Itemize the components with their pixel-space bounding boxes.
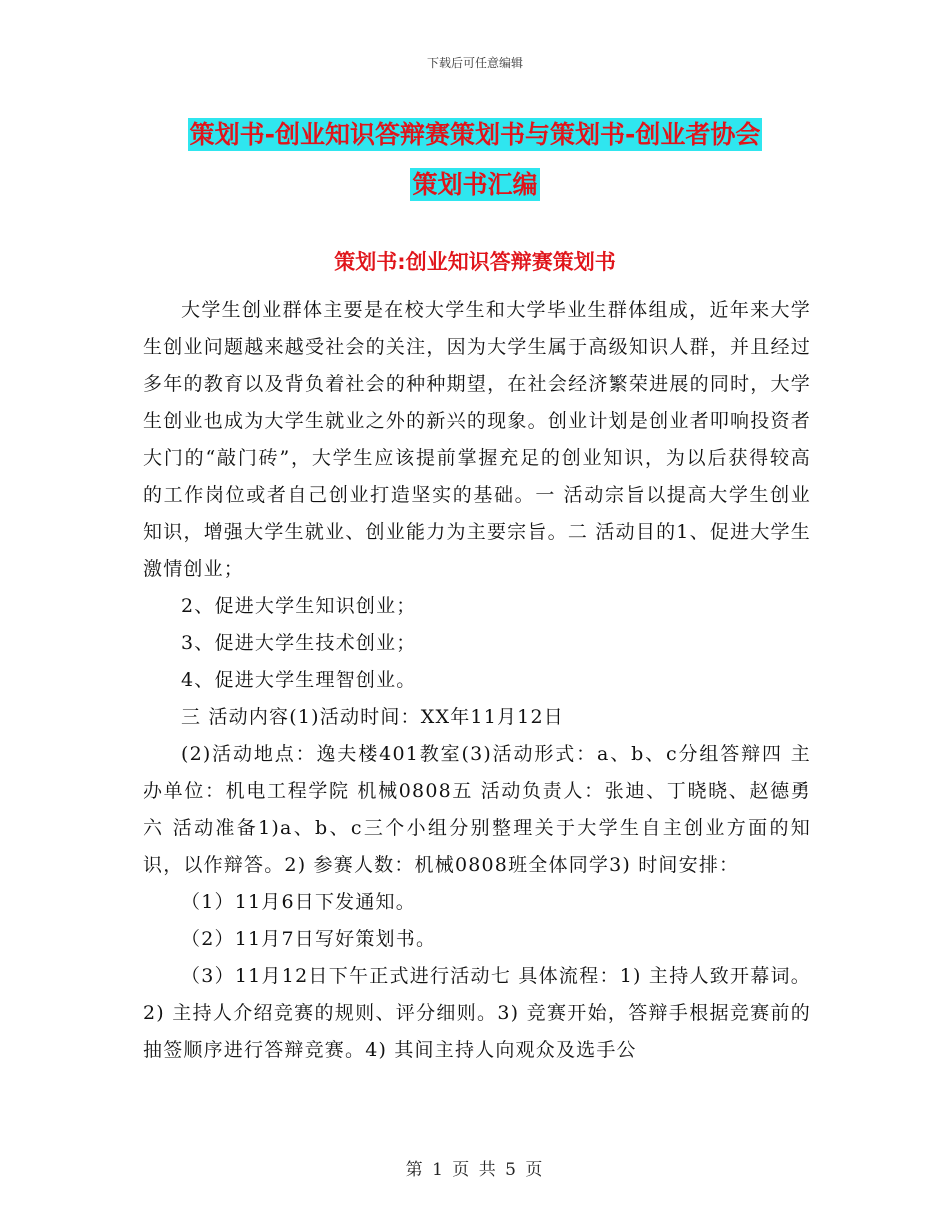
document-body <box>143 292 811 1069</box>
document-title <box>140 110 810 210</box>
header-note: 下载后可任意编辑 <box>426 56 523 70</box>
paragraph-item: 4、促进大学生理智创业。 <box>181 669 417 691</box>
title-line-1: 策划书-创业知识答辩赛策划书与策划书-创业者协会 <box>189 120 761 149</box>
paragraph-procedure: （3）11月12日下午正式进行活动七 具体流程：1) 主持人致开幕词。2) 主持人介绍竞赛的规则、评分细则。3) 竞赛开始，答辩手根据竞赛前的抽签顺序进行答辩竞赛。4) 其间主持人向观众及选手公 <box>143 965 811 1061</box>
section-title: 策划书:创业知识答辩赛策划书 <box>334 250 616 274</box>
paragraph-activity-details: (2)活动地点：逸夫楼401教室(3)活动形式：a、b、c分组答辩四 主办单位：机电工程学院 机械0808五 活动负责人：张迪、丁晓晓、赵德勇六 活动准备1)a、b、c三个小组分别整理关于大学生自主创业方面的知识，以作辩答。2) 参赛人数：机械0808班全体同学3) 时间安排： <box>143 743 811 876</box>
paragraph-intro: 大学生创业群体主要是在校大学生和大学毕业生群体组成，近年来大学生创业问题越来越受社会的关注，因为大学生属于高级知识人群，并且经过多年的教育以及背负着社会的种种期望，在社会经济繁荣进展的同时，大学生创业也成为大学生就业之外的新兴的现象。创业计划是创业者叩响投资者大门的“敲门砖”，大学生应该提前掌握充足的创业知识，为以后获得较高的工作岗位或者自己创业打造坚实的基础。一 活动宗旨以提高大学生创业知识，增强大学生就业、创业能力为主要宗旨。二 活动目的1、促进大学生激情创业； <box>143 299 811 580</box>
page-number-footer: 第 1 页 共 5 页 <box>405 1160 545 1180</box>
paragraph-item: 2、促进大学生知识创业； <box>181 595 417 617</box>
paragraph-item: 3、促进大学生技术创业； <box>181 632 417 654</box>
paragraph-activity-content: 三 活动内容(1)活动时间：XX年11月12日 <box>181 706 564 728</box>
paragraph-schedule-item: （2）11月7日写好策划书。 <box>181 928 437 950</box>
title-line-2: 策划书汇编 <box>412 170 538 199</box>
paragraph-schedule-item: （1）11月6日下发通知。 <box>181 891 416 913</box>
